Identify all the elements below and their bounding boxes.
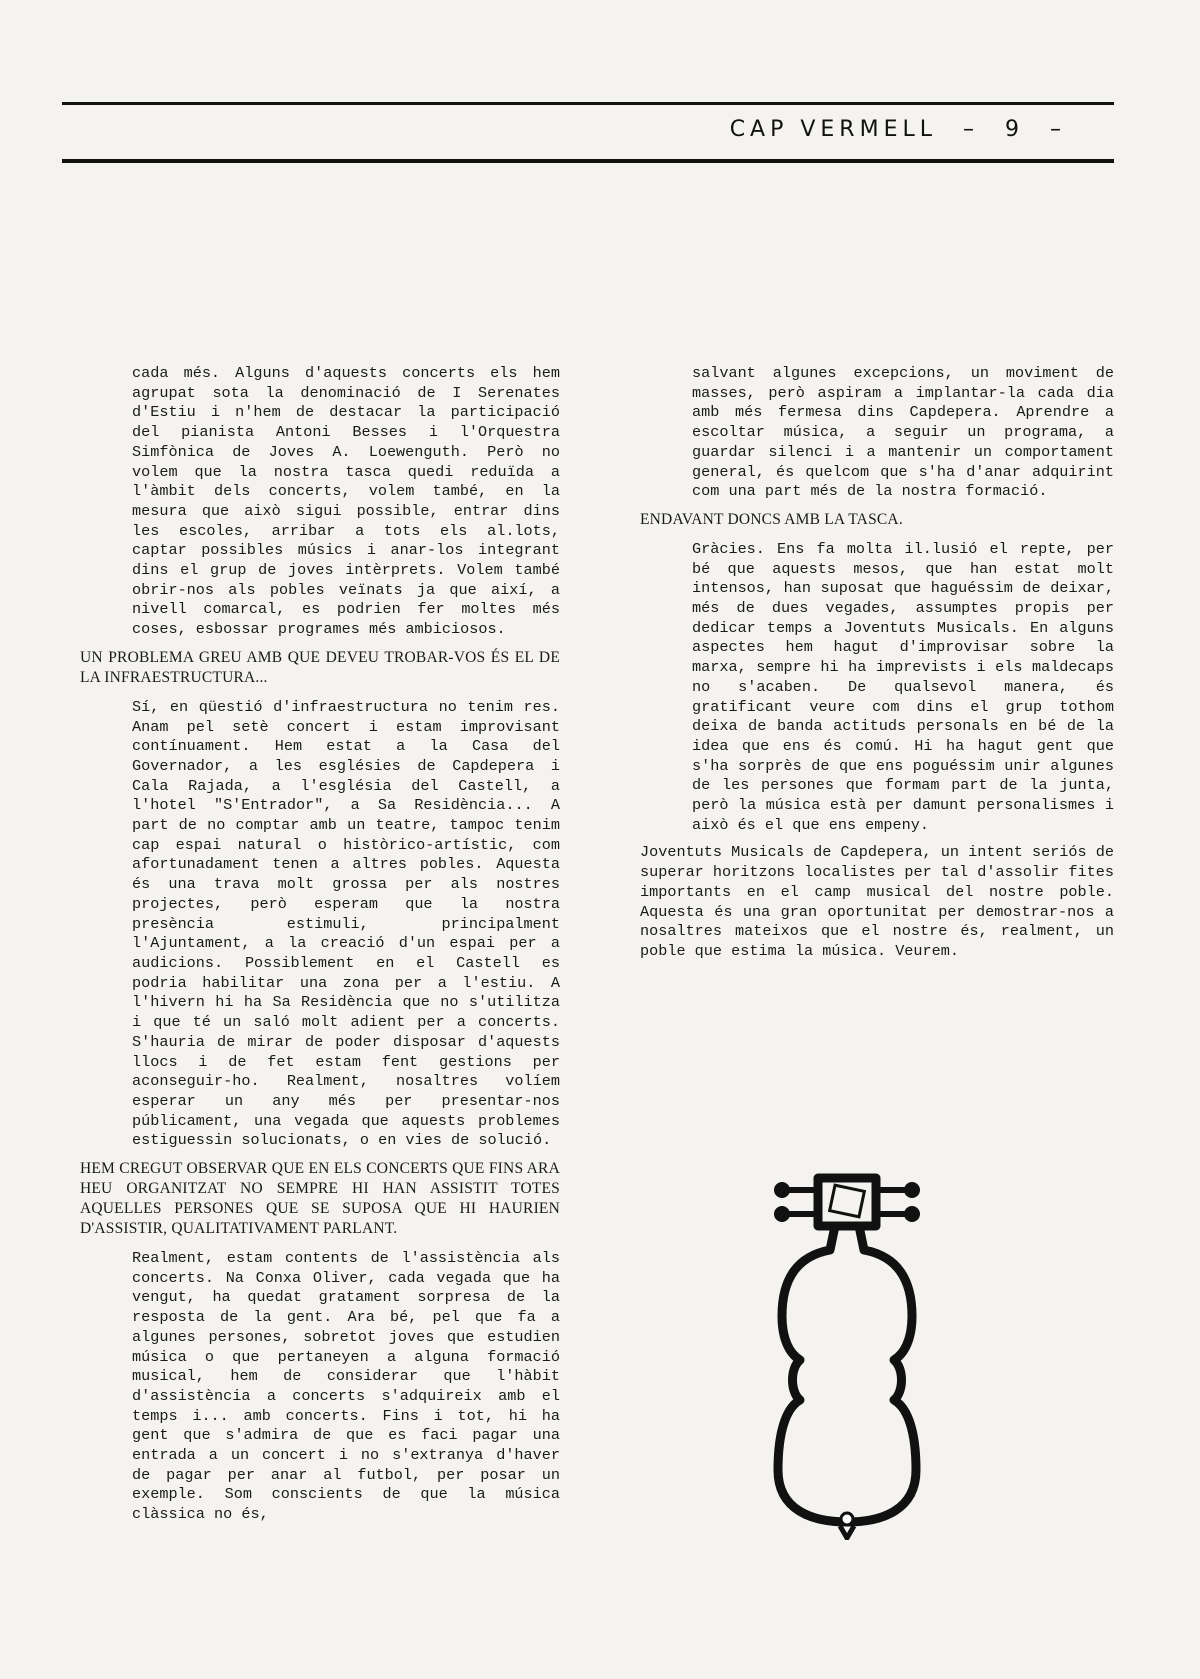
masthead	[730, 117, 1080, 142]
paragraph: Sí, en qüestió d'infraestructura no tenim res. Anam pel setè concert i estam improvisant contínuament. Hem estat a la Casa del Governador, a les esglésies de Capdepera i Cala Rajada, a l'església del Castell, a l'hotel "S'Entrador", a Sa Residència... A part de no comptar amb un teatre, tampoc tenim cap espai natural o històrico-artístic, com afortunadament tenen a altres pobles. Aquesta és una trava molt grossa per als nostres projectes, però esperam que la nostra presència estimuli, principalment l'Ajuntament, a la creació d'un espai per a audicions. Possiblement en el Castell es podria habilitar una zona per a l'estiu. A l'hivern hi ha Sa Residència que no s'utilitza i que té un saló molt adient per a concerts. S'hauria de mirar de poder disposar d'aquests llocs i de fet estam fent gestions per aconseguir-ho. Realment, nosaltres volíem esperar un any més per presentar-nos públicament, una vegada que aquests problemes estiguessin solucionats, o en vies de solució.	[132, 697, 560, 1150]
page-number: 9	[1005, 117, 1024, 142]
header-top-rule	[62, 102, 1114, 105]
interview-question: UN PROBLEMA GREU AMB QUE DEVEU TROBAR-VOS ÉS EL DE LA INFRAESTRUCTURA...	[80, 648, 560, 686]
paragraph: Joventuts Musicals de Capdepera, un intent seriós de superar horitzons localistes per tal d'assolir fites importants en el camp musical del nostre poble. Aquesta és una gran oportunitat per demostrar-nos a nosaltres mateixos que el nostre és, realment, un poble que estima la música. Veurem.	[640, 843, 1114, 960]
interview-question: ENDAVANT DONCS AMB LA TASCA.	[640, 510, 903, 528]
violin-icon	[760, 1170, 935, 1540]
masthead-dash: –	[1050, 117, 1066, 142]
right-column	[640, 364, 1114, 970]
masthead-dash: –	[963, 117, 979, 142]
interview-question: HEM CREGUT OBSERVAR QUE EN ELS CONCERTS QUE FINS ARA HEU ORGANITZAT NO SEMPRE HI HAN ASSISTIT TOTES AQUELLES PERSONES QUE SE SUPOSA QUE HI HAURIEN D'ASSISTIR, QUALITATIVAMENT PARLANT.	[80, 1160, 560, 1238]
header-bottom-rule	[62, 159, 1114, 163]
paragraph: salvant algunes excepcions, un moviment de masses, però aspiram a implantar-la cada dia amb més fermesa dins Capdepera. Aprendre a escoltar música, a seguir un programa, a guardar silenci i a mantenir un comportament general, és quelcom que s'ha d'anar adquirint com una part més de la nostra formació.	[692, 364, 1114, 501]
left-column	[80, 364, 560, 1533]
paragraph: cada més. Alguns d'aquests concerts els hem agrupat sota la denominació de I Serenates d'Estiu i n'hem de destacar la participació del pianista Antoni Besses i l'Orquestra Simfònica de Joves A. Loewenguth. Però no volem que la nostra tasca quedi reduïda a l'àmbit dels concerts, volem també, en la mesura que això sigui possible, entrar dins les escoles, arribar a tots els al.lots, captar possibles músics i anar-los integrant dins el grup de joves intèrprets. Volem també obrir-nos als pobles veïnats ja que així, a nivell comarcal, es podrien fer moltes més coses, esbossar programes més ambiciosos.	[132, 364, 560, 639]
publication-title: CAP VERMELL	[729, 117, 937, 142]
paragraph: Gràcies. Ens fa molta il.lusió el repte, per bé que aquests mesos, que han estat molt intensos, han suposat que haguéssim de deixar, més de dues vegades, assumptes propis per dedicar temps a Joventuts Musicals. En alguns aspectes hem hagut d'improvisar sobre la marxa, sempre hi ha imprevists i els maldecaps no s'acaben. De qualsevol manera, és gratificant veure com dins el grup tothom deixa de banda actituds personals en bé de la idea que ens és comú. Hi ha hagut gent que s'ha sorprès de que ens poguéssim unir algunes de les persones que formam part de la junta, però la música està per damunt personalismes i això és el que ens empeny.	[692, 539, 1114, 834]
paragraph: Realment, estam contents de l'assistència als concerts. Na Conxa Oliver, cada vegada que ha vengut, ha quedat gratament sorpresa de la resposta de la gent. Ara bé, pel que fa a algunes persones, sobretot joves que estudien música o que pertaneyen a alguna formació musical, hem de considerar que l'hàbit d'assistència a concerts s'adquireix amb el temps i... amb concerts. Fins i tot, hi ha gent que s'admira de que es faci pagar una entrada a un concert i no s'extranya d'haver de pagar per anar al futbol, per posar un exemple. Som conscients de que la música clàssica no és,	[132, 1249, 560, 1524]
